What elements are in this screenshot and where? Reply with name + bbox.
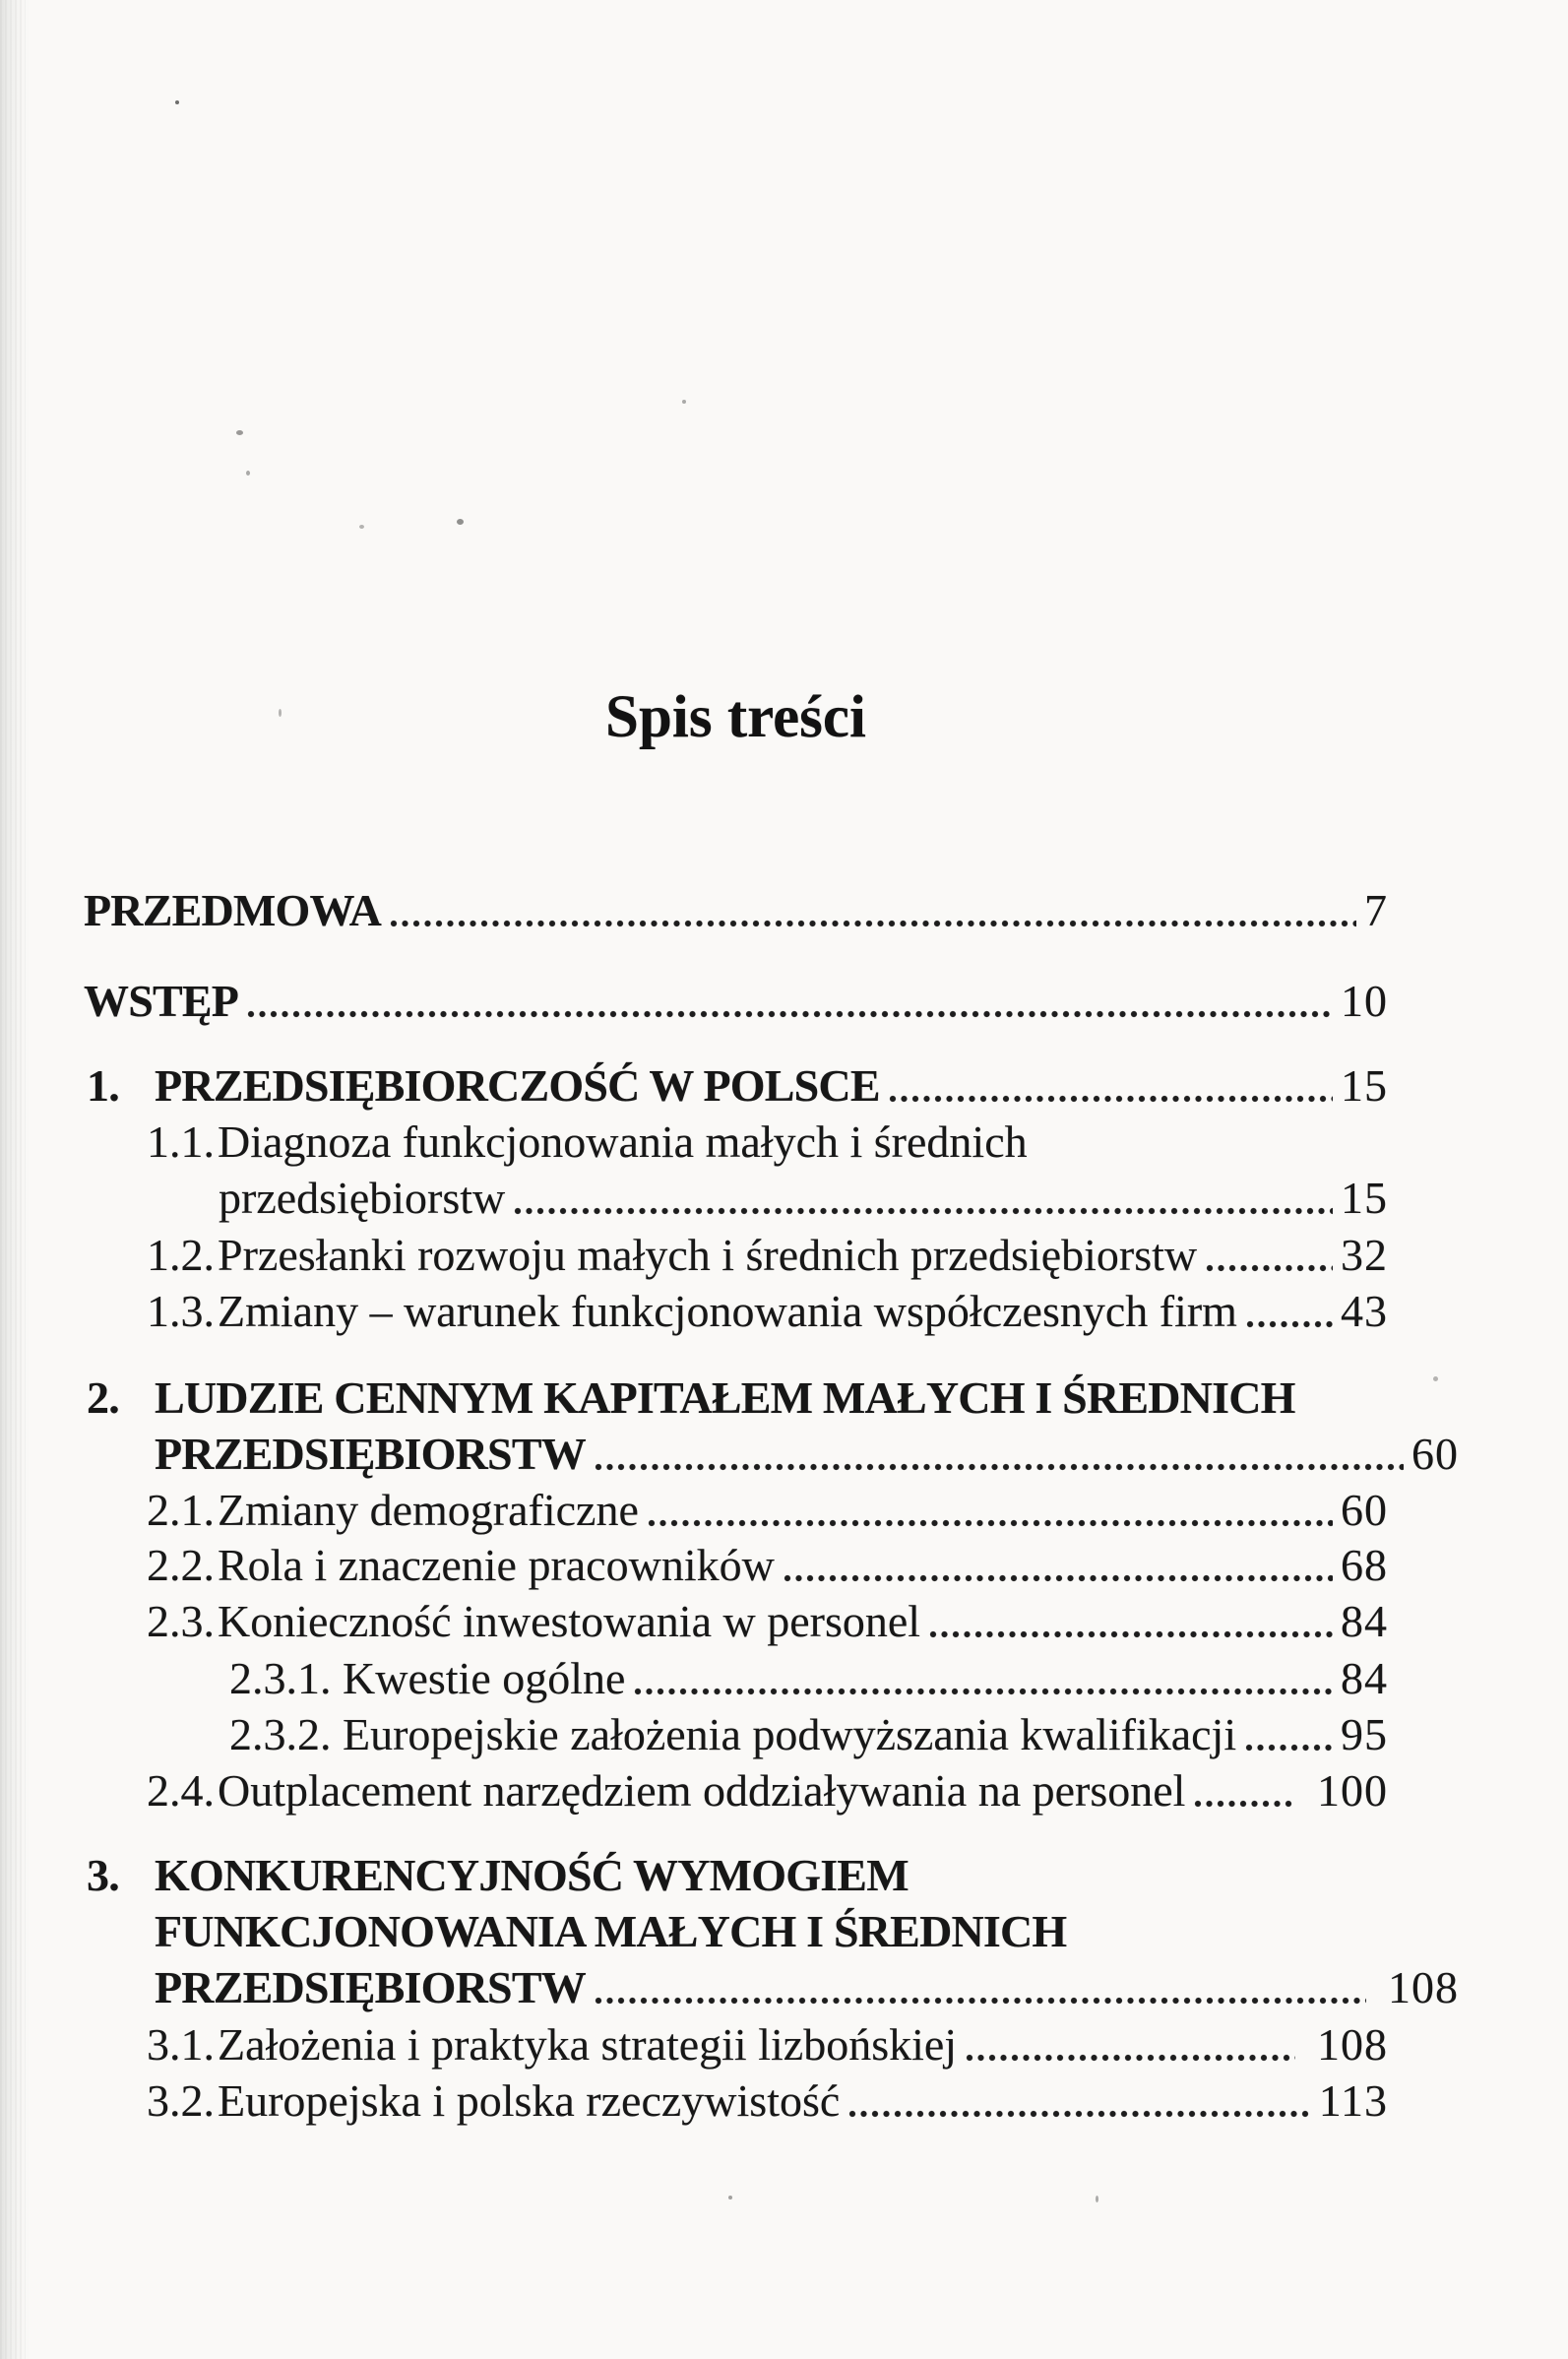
entry-label: Europejska i polska rzeczywistość — [218, 2075, 841, 2126]
toc-entry-3-1 — [147, 2016, 1388, 2072]
scan-speck — [728, 2196, 732, 2200]
entry-page-number: 15 — [1341, 1060, 1388, 1111]
entry-label: Zmiany – warunek funkcjonowania współczesnych firm — [218, 1286, 1237, 1336]
toc-entry-chapter-2-line2 — [84, 1426, 1459, 1482]
scan-speck — [1433, 1376, 1438, 1381]
entry-label: Założenia i praktyka strategii lizbońskiej — [218, 2019, 958, 2070]
entry-page-number: 68 — [1341, 1540, 1388, 1590]
entry-page-number: 60 — [1341, 1485, 1388, 1535]
toc-entry-chapter-3-line2 — [84, 1903, 1459, 1959]
entry-label: przedsiębiorstw — [219, 1173, 506, 1223]
toc-entry-3-2 — [147, 2072, 1388, 2129]
toc-entry-1-2 — [147, 1227, 1388, 1283]
entry-label: WSTĘP — [84, 976, 239, 1026]
entry-label: Przesłanki rozwoju małych i średnich przedsiębiorstw — [218, 1230, 1198, 1280]
entry-number: 2.1. — [147, 1485, 215, 1535]
entry-page-number: 43 — [1341, 1286, 1388, 1336]
dotted-leader — [246, 1008, 1333, 1020]
entry-label: Rola i znaczenie pracowników — [218, 1540, 775, 1590]
scan-speck — [175, 100, 179, 104]
scan-speck — [236, 430, 243, 435]
toc-entry-2-3-2 — [229, 1706, 1388, 1762]
toc-entry-2-2 — [147, 1537, 1388, 1593]
table-of-contents — [84, 0, 1459, 2359]
entry-label: FUNKCJONOWANIA MAŁYCH I ŚREDNICH — [155, 1906, 1067, 1956]
entry-number: 1.2. — [147, 1230, 215, 1280]
entry-page-number: 84 — [1341, 1653, 1388, 1703]
entry-page-number: 113 — [1318, 2075, 1388, 2126]
entry-number: 3.1. — [147, 2019, 215, 2070]
entry-label: LUDZIE CENNYM KAPITAŁEM MAŁYCH I ŚREDNICH — [155, 1372, 1295, 1423]
entry-number: 3.2. — [147, 2075, 215, 2126]
entry-label: PRZEDSIĘBIORSTW — [155, 1962, 586, 2012]
toc-entry-chapter-1 — [84, 1057, 1388, 1114]
entry-label: Zmiany demograficzne — [218, 1485, 639, 1535]
toc-entry-wstep — [84, 973, 1388, 1029]
entry-number: 1. — [87, 1060, 119, 1111]
toc-entry-1-1-line1 — [147, 1114, 1388, 1170]
toc-entry-2-4 — [147, 1762, 1388, 1818]
dotted-leader — [1245, 1318, 1333, 1330]
toc-entry-2-3 — [147, 1593, 1388, 1649]
dotted-leader — [888, 1093, 1333, 1105]
entry-number: 2.3. — [147, 1596, 215, 1646]
dotted-leader — [783, 1572, 1333, 1584]
scan-speck — [1096, 2196, 1098, 2202]
entry-number: 2.4. — [147, 1765, 215, 1816]
entry-label: PRZEDSIĘBIORCZOŚĆ W POLSCE — [155, 1060, 880, 1111]
entry-page-number: 95 — [1341, 1709, 1388, 1759]
entry-page-number: 60 — [1411, 1429, 1459, 1479]
scan-speck — [457, 519, 464, 525]
dotted-leader — [928, 1628, 1333, 1640]
scan-speck — [359, 525, 364, 529]
entry-number: 2.3.1. — [229, 1653, 332, 1703]
dotted-leader — [1193, 1798, 1295, 1810]
dotted-leader — [965, 2052, 1295, 2064]
entry-page-number: 7 — [1364, 885, 1388, 935]
entry-page-number: 108 — [1317, 2019, 1388, 2070]
entry-number: 2. — [87, 1372, 119, 1423]
scan-speck — [246, 471, 250, 476]
toc-entry-2-3-1 — [229, 1650, 1388, 1706]
entry-label: Diagnoza funkcjonowania małych i średnich — [218, 1116, 1028, 1167]
toc-entry-1-1-line2 — [219, 1170, 1388, 1226]
dotted-leader — [1244, 1742, 1333, 1753]
entry-page-number: 84 — [1341, 1596, 1388, 1646]
entry-number: 2.2. — [147, 1540, 215, 1590]
dotted-leader — [594, 1461, 1404, 1473]
dotted-leader — [1205, 1262, 1333, 1274]
dotted-leader — [389, 918, 1356, 929]
entry-number: 1.3. — [147, 1286, 215, 1336]
dotted-leader — [513, 1205, 1333, 1217]
entry-page-number: 108 — [1388, 1962, 1459, 2012]
scan-speck — [279, 709, 282, 717]
entry-label: PRZEDMOWA — [84, 885, 382, 935]
entry-label: Kwestie ogólne — [343, 1653, 626, 1703]
entry-label: Konieczność inwestowania w personel — [218, 1596, 921, 1646]
scan-speck — [682, 400, 686, 404]
entry-label: PRZEDSIĘBIORSTW — [155, 1429, 586, 1479]
entry-label: Europejskie założenia podwyższania kwalifikacji — [343, 1709, 1237, 1759]
dotted-leader — [633, 1686, 1333, 1697]
entry-label: KONKURENCYJNOŚĆ WYMOGIEM — [155, 1850, 909, 1900]
scan-edge-streaks — [0, 0, 26, 2359]
entry-page-number: 32 — [1341, 1230, 1388, 1280]
entry-page-number: 10 — [1341, 976, 1388, 1026]
entry-page-number: 15 — [1341, 1173, 1388, 1223]
toc-entry-2-1 — [147, 1482, 1388, 1538]
toc-entry-chapter-3-line1 — [84, 1847, 1388, 1903]
toc-entry-1-3 — [147, 1283, 1388, 1339]
page-title: Spis treści — [605, 684, 866, 750]
entry-number: 3. — [87, 1850, 119, 1900]
toc-entry-przedmowa — [84, 882, 1388, 938]
dotted-leader — [594, 1995, 1366, 2007]
dotted-leader — [647, 1517, 1333, 1529]
toc-entry-chapter-2-line1 — [84, 1370, 1388, 1426]
dotted-leader — [847, 2108, 1310, 2120]
toc-entry-chapter-3-line3 — [84, 1959, 1459, 2015]
entry-page-number: 100 — [1317, 1765, 1388, 1816]
entry-number: 2.3.2. — [229, 1709, 332, 1759]
entry-label: Outplacement narzędziem oddziaływania na personel — [218, 1765, 1186, 1816]
entry-number: 1.1. — [147, 1116, 215, 1167]
